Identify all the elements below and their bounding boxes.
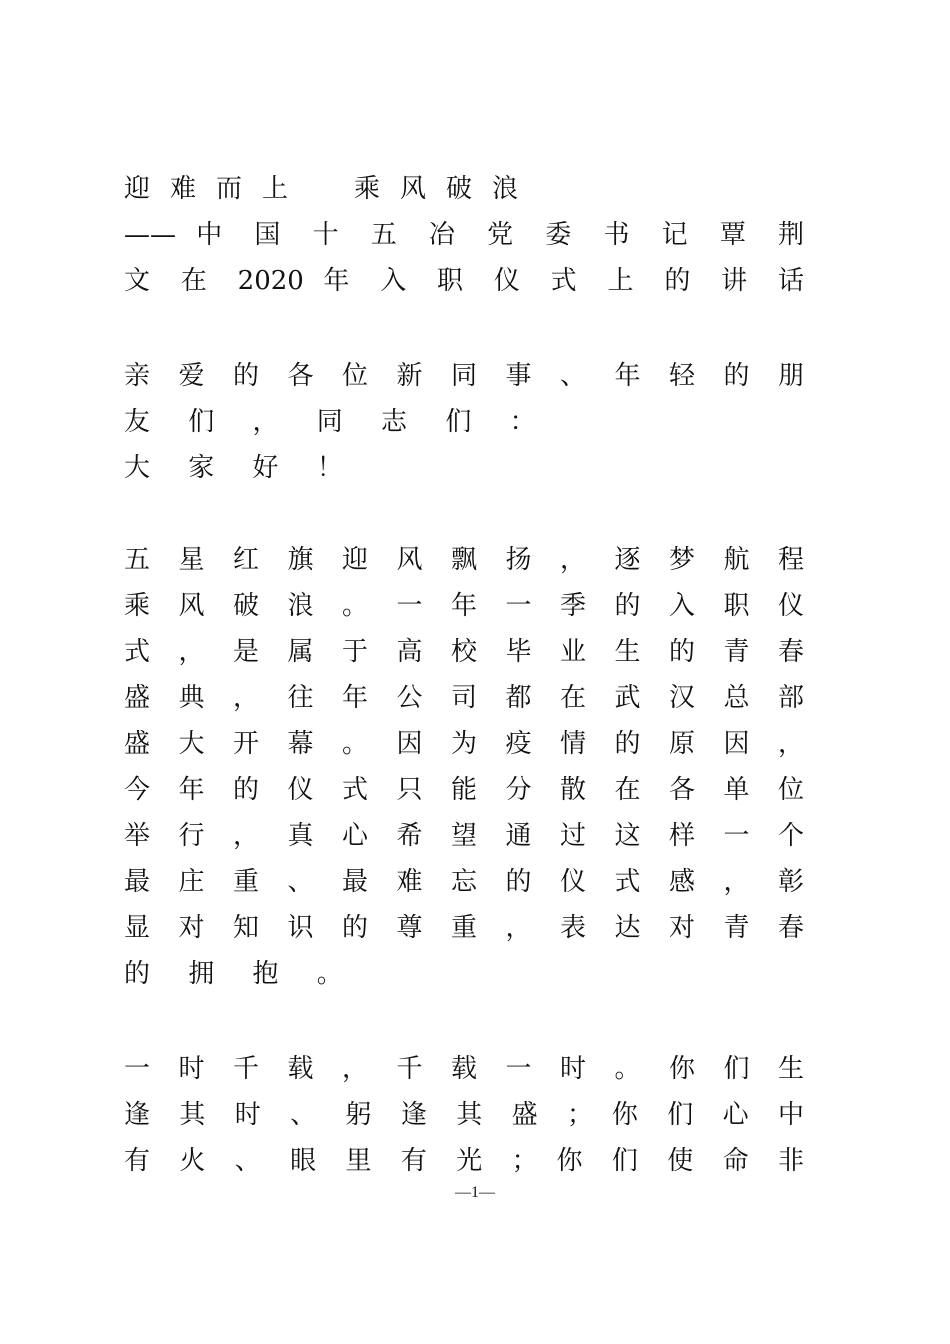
paragraph-1-line: 举 行 ， 真 心 希 望 通 过 这 样 一 个	[124, 821, 804, 851]
greeting-line-3-text: 大 家 好 ！	[124, 453, 358, 483]
greeting-line-3	[124, 445, 804, 491]
page-number: —1—	[455, 1184, 495, 1201]
title-block	[124, 166, 804, 304]
paragraph-1-last-line-text: 的 拥 抱 。	[124, 959, 358, 989]
greeting-line-1: 亲 爱 的 各 位 新 同 事 、 年 轻 的 朋	[124, 361, 804, 391]
paragraph-1-line: 最 庄 重 、 最 难 忘 的 仪 式 感 ， 彰	[124, 867, 804, 897]
title-line-1: 迎难而上 乘风破浪	[124, 174, 539, 204]
paragraph-2-line: 有 火 、 眼 里 有 光 ； 你 们 使 命 非	[124, 1146, 804, 1176]
greeting-line-2	[124, 399, 804, 445]
title-line-3: 文 在 2020 年 入 职 仪 式 上 的 讲 话	[124, 266, 804, 296]
paragraph-1-line: 乘 风 破 浪 。 一 年 一 季 的 入 职 仪	[124, 591, 804, 621]
paragraph-1-line: 今 年 的 仪 式 只 能 分 散 在 各 单 位	[124, 775, 804, 805]
paragraph-2-line: 逢 其 时 、 躬 逢 其 盛 ； 你 们 心 中	[124, 1100, 804, 1130]
paragraph-1-last-line	[124, 951, 804, 997]
paragraph-1-line: 盛 大 开 幕 。 因 为 疫 情 的 原 因 ，	[124, 729, 804, 759]
paragraph-1-line: 盛 典 ， 往 年 公 司 都 在 武 汉 总 部	[124, 683, 804, 713]
paragraph-1-line: 显 对 知 识 的 尊 重 ， 表 达 对 青 春	[124, 913, 804, 943]
greeting-line-2-text: 友 们 ， 同 志 们 ：	[124, 407, 551, 437]
greeting-block	[124, 353, 804, 491]
paragraph-2	[124, 1046, 804, 1184]
paragraph-1	[124, 537, 804, 997]
title-line-2: —— 中 国 十 五 冶 党 委 书 记 覃 荆	[124, 220, 804, 250]
paragraph-1-line: 五 星 红 旗 迎 风 飘 扬 ， 逐 梦 航 程	[124, 545, 804, 575]
paragraph-1-line: 式 ， 是 属 于 高 校 毕 业 生 的 青 春	[124, 637, 804, 667]
paragraph-2-line: 一 时 千 载 ， 千 载 一 时 。 你 们 生	[124, 1054, 804, 1084]
